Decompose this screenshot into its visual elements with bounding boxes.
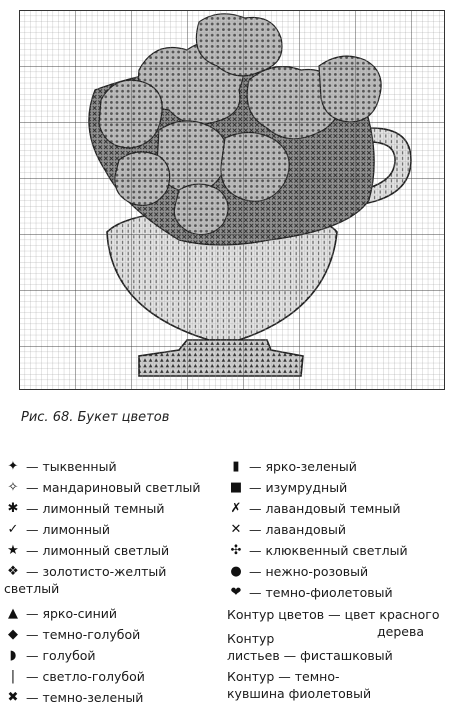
legend-label: — лавандовый темный (249, 501, 401, 516)
legend-label: — лимонный (26, 522, 111, 537)
square-icon: ■ (229, 480, 243, 495)
small-rectangle-icon: ▮ (232, 459, 240, 474)
vertical-bar-icon: | (10, 669, 16, 684)
contour-flowers-value: дерева (377, 624, 424, 639)
legend-item (227, 458, 459, 479)
legend-item (4, 500, 230, 521)
legend-label: — изумрудный (249, 480, 348, 495)
four-leaf-icon: ✣ (230, 543, 242, 558)
legend-item (4, 458, 230, 479)
legend-right-column (227, 458, 459, 701)
legend-label: — светло-голубой (26, 669, 145, 684)
legend-item (4, 479, 230, 500)
contour-leaves-label: Контур (227, 631, 275, 646)
legend-item (4, 626, 230, 647)
legend-item (4, 521, 230, 542)
star-icon: ★ (7, 543, 19, 558)
half-circle-icon: ◗ (9, 648, 17, 663)
legend-item (4, 689, 230, 710)
contour-jug-value: кувшина фиолетовый (227, 686, 372, 701)
four-point-star-icon: ✦ (7, 459, 19, 474)
diamond-icon: ◆ (8, 627, 18, 642)
legend-label: — лимонный темный (26, 501, 165, 516)
ballot-x-icon: ✗ (230, 501, 242, 516)
circle-icon: ● (230, 564, 242, 579)
legend-item (4, 647, 230, 668)
legend-label: — ярко-синий (26, 606, 118, 621)
legend-label: — нежно-розовый (249, 564, 369, 579)
contour-flowers-label: Контур цветов — цвет красного (227, 607, 440, 622)
legend-item (4, 542, 230, 563)
legend-label: — лавандовый (249, 522, 346, 537)
legend-item (227, 542, 459, 563)
check-mark-icon: ✓ (7, 522, 19, 537)
legend-label: — ярко-зеленый (249, 459, 357, 474)
legend-label: — темно-голубой (26, 627, 141, 642)
legend-item (227, 563, 459, 584)
legend-item (227, 500, 459, 521)
legend-left-column (4, 458, 230, 710)
legend-item (4, 563, 230, 605)
legend-item (4, 605, 230, 626)
stitch-grid-major (19, 10, 445, 390)
legend-item (227, 479, 459, 500)
legend-label: — голубой (26, 648, 96, 663)
asterisk-icon: ✱ (7, 501, 19, 516)
outline-star-icon: ✧ (7, 480, 19, 495)
triangle-icon: ▲ (8, 606, 18, 621)
thin-x-icon: ✕ (230, 522, 242, 537)
legend-label: — мандариновый светлый (26, 480, 201, 495)
legend-label: — тыквенный (26, 459, 117, 474)
legend-label-continued: светлый (4, 581, 60, 596)
legend-label: — лимонный светлый (26, 543, 170, 558)
contour-jug-label: Контур — темно- (227, 669, 340, 684)
legend-label: — золотисто-желтый (26, 564, 167, 579)
bold-x-icon: ✖ (7, 690, 19, 705)
legend-item (227, 521, 459, 542)
legend-label: — клюквенный светлый (249, 543, 408, 558)
contour-leaves-value: листьев — фисташковый (227, 648, 393, 663)
legend-label: — темно-фиолетовый (249, 585, 393, 600)
heart-icon: ❤ (230, 585, 242, 600)
cross-stitch-chart (19, 10, 445, 390)
legend-item (4, 668, 230, 689)
figure-caption: Рис. 68. Букет цветов (21, 410, 170, 425)
four-diamonds-icon: ❖ (7, 564, 19, 579)
legend-item (227, 584, 459, 605)
legend-label: — темно-зеленый (26, 690, 144, 705)
